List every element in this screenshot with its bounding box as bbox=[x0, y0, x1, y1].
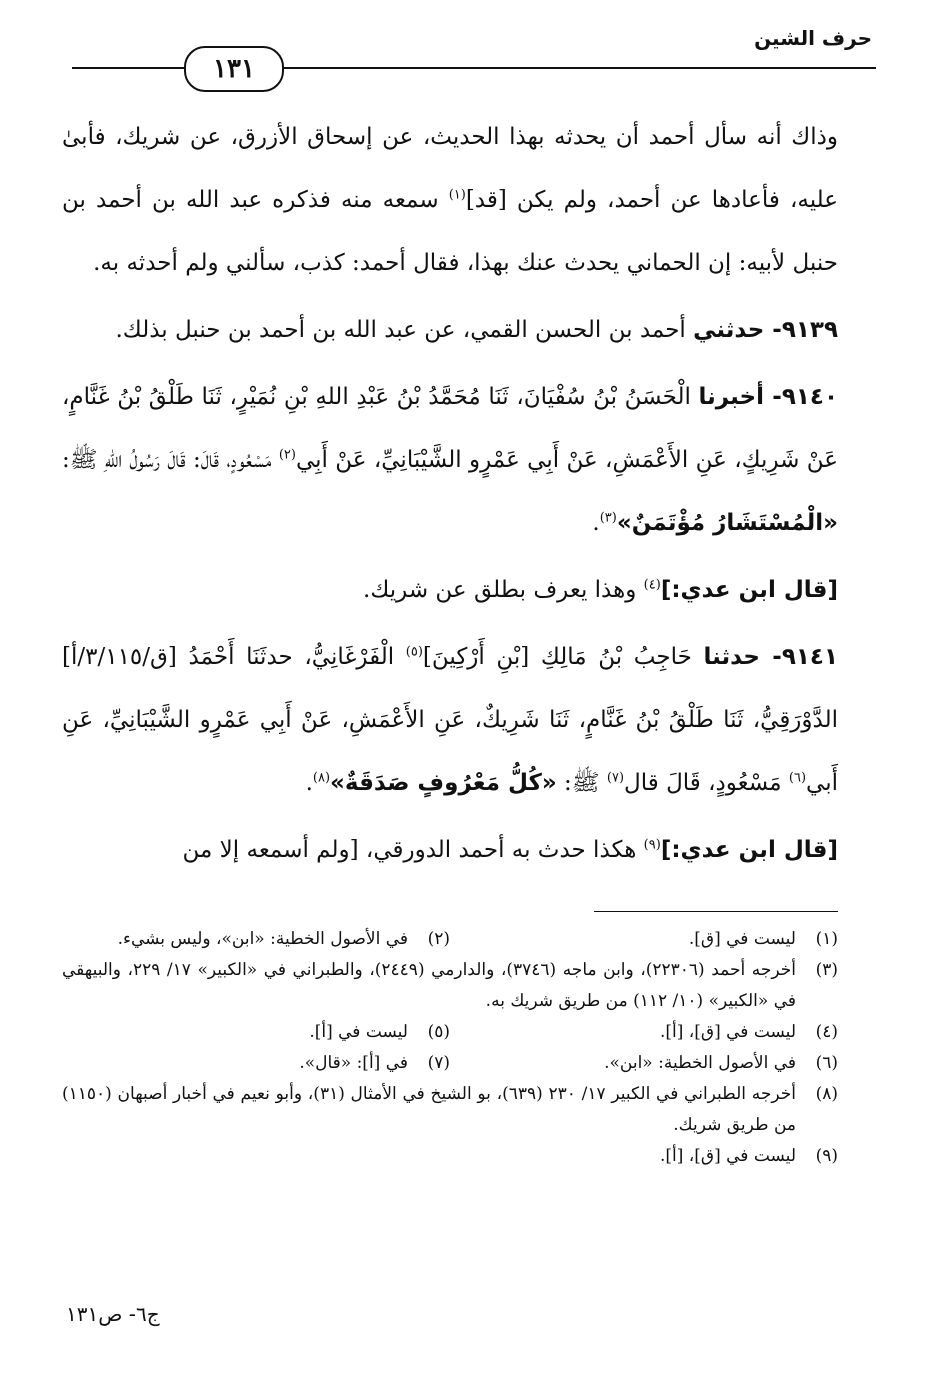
footnote-6: (٦) في الأصول الخطية: «ابن». bbox=[604, 1053, 838, 1073]
volume-page-folio: ج٦- ص١٣١ bbox=[66, 1302, 160, 1326]
footnote-ref: (٤) bbox=[643, 577, 661, 593]
paragraph-intro: وذاك أنه سأل أحمد أن يحدثه بهذا الحديث، عن إسحاق الأزرق، عن شريك، فأبىٰ عليه، فأعادها عن أحمد، ولم يكن [قد]$^{(١)}$ سمعه منه فذكره عبد الله بن أحمد بن حنبل لأبيه: إن الحماني يحدث عنك بهذا، فقال أحمد: كذب، سألني ولم أحدثه به. bbox=[62, 124, 838, 276]
footnote-9: (٩) ليست في [ق]، [أ]. bbox=[659, 1146, 838, 1166]
hadith-quote: «كُلُّ مَعْرُوفٍ صَدَقَةٌ» bbox=[330, 770, 557, 796]
footnote-5: (٥) ليست في [أ]. bbox=[309, 1022, 450, 1042]
running-title: حرف الشين bbox=[754, 26, 872, 50]
footnote-8: (٨) أخرجه الطبراني في الكبير ١٧/ ٢٣٠ (٦٣٩)، بو الشيخ في الأمثال (٣١)، وأبو نعيم في أخبار أصبهان (١١٥٠) من طريق شريك. bbox=[62, 1084, 838, 1135]
page-header bbox=[60, 20, 876, 90]
hadith-quote: «الْمُسْتَشَارُ مُؤْتَمَنٌ» bbox=[616, 510, 838, 536]
hadith-9141: ٩١٤١- حدثنا حَاجِبُ بْنُ مَالِكِ [بْنِ أَرْكِينَ]$^{(٥)}$ الْفَرْغَانِيُّ، حدثَنَا أَحْمَدُ [ق/٣/١١٥/أ] الدَّوْرَقِيُّ، ثَنَا طَلْقُ بْنُ غَنَّامٍ، ثَنَا شَرِيكٌ، عَنِ الأَعْمَشِ، عَنْ أَبِي عَمْرٍو الشَّيْبَانِيِّ، عَنِ أَبي$^{(٦)}$ مَسْعُودٍ، قَالَ قال$^{(٧)}$ ﷺ: «كُلُّ مَعْرُوفٍ صَدَقَةٌ»$^{(٨)}$. bbox=[62, 644, 838, 796]
footnote-row bbox=[62, 1048, 838, 1079]
footnote-2: (٢) في الأصول الخطية: «ابن»، وليس بشيء. bbox=[117, 929, 450, 949]
main-text bbox=[62, 106, 838, 886]
footnote-ref: (٥) bbox=[405, 644, 423, 660]
footnote-separator bbox=[594, 911, 838, 912]
ibn-adi-comment-2: [قال ابن عدي:]$^{(٩)}$ هكذا حدث به أحمد الدورقي، [ولم أسمعه إلا من bbox=[182, 837, 838, 863]
page-number: ١٣١ bbox=[213, 54, 255, 84]
footnote-ref: (٢) bbox=[278, 447, 296, 463]
footnote-row bbox=[62, 1017, 838, 1048]
page-number-badge bbox=[184, 46, 284, 92]
footnote-4: (٤) ليست في [ق]، [أ]. bbox=[659, 1022, 838, 1042]
footnote-ref: (٧) bbox=[606, 770, 625, 786]
hadith-9139: ٩١٣٩- حدثني أحمد بن الحسن القمي، عن عبد الله بن أحمد بن حنبل بذلك. bbox=[115, 317, 838, 343]
footnote-7: (٧) في [أ]: «قال». bbox=[299, 1053, 450, 1073]
footnote-row bbox=[62, 924, 838, 955]
footnote-ref: (٣) bbox=[599, 510, 617, 526]
footnote-ref: (٨) bbox=[312, 770, 331, 786]
ibn-adi-comment-1: [قال ابن عدي:]$^{(٤)}$ وهذا يعرف بطلق عن شريك. bbox=[363, 577, 838, 603]
footnote-ref: (٦) bbox=[788, 770, 807, 786]
footnote-ref: (٩) bbox=[643, 837, 661, 853]
footnote-ref: (١) bbox=[448, 187, 466, 203]
hadith-9140: ٩١٤٠- أخبرنا الْحَسَنُ بْنُ سُفْيَانَ، ثَنَا مُحَمَّدُ بْنُ عَبْدِ اللهِ بْنِ نُمَيْرٍ، ثَنَا طَلْقُ بْنُ غَنَّامٍ، عَنْ شَرِيكٍ، عَنِ الأَعْمَشِ، عَنْ أَبِي عَمْرٍو الشَّيْبَانِيِّ، عَنْ أَبِي$^{(٢)}$ مَسْعُودٍ، قَالَ: قَالَ رَسُولُ اللهِ ﷺ: «الْمُسْتَشَارُ مُؤْتَمَنٌ»$^{(٣)}$. bbox=[62, 384, 838, 536]
footnotes bbox=[62, 924, 838, 1172]
footnote-3: (٣) أخرجه أحمد (٢٢٣٠٦)، وابن ماجه (٣٧٤٦)، والدارمي (٢٤٤٩)، والطبراني في «الكبير» ١٧/ ٢٢٩، والبيهقي في «الكبير» (١٠/ ١١٢) من طريق شريك به. bbox=[62, 960, 838, 1011]
footnote-1: (١) ليست في [ق]. bbox=[688, 929, 838, 949]
